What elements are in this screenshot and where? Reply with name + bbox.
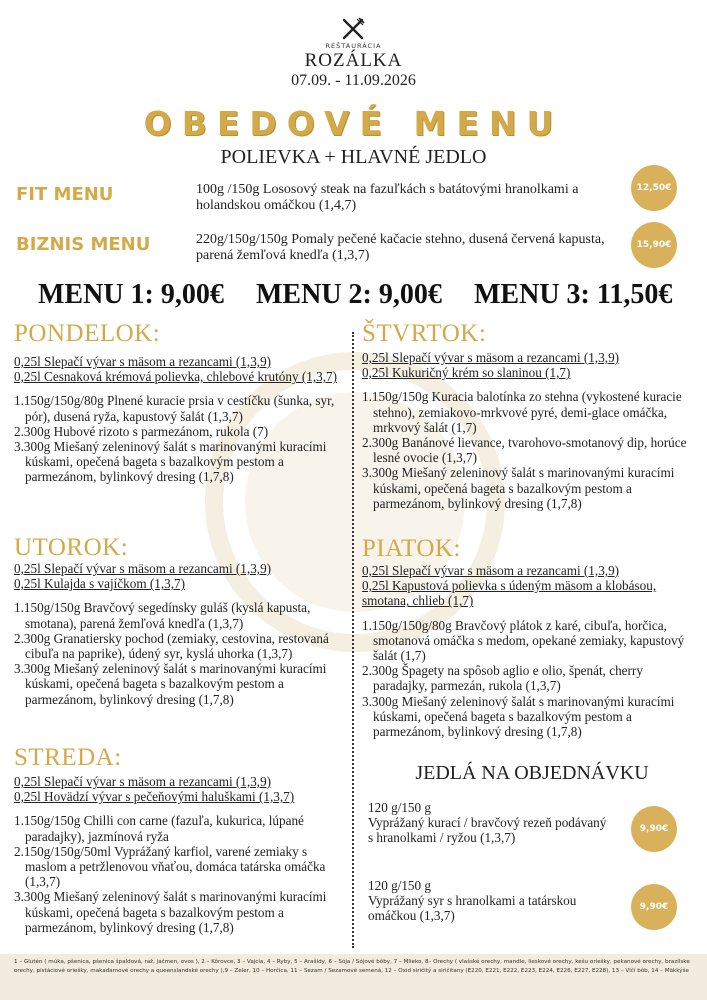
order-item — [368, 800, 608, 846]
column-divider — [352, 332, 354, 948]
day-block-piatok — [362, 563, 698, 739]
main-item: 2.300g Hubové rizoto s parmezánom, rukola (7) — [14, 423, 269, 439]
order-item-text: Vyprážaný kurací / bravčový rezeň podávaný s hranolkami / ryžou (1,3,7) — [368, 815, 607, 846]
restaurant-kicker: REŠTAURÁCIA — [325, 42, 382, 50]
biznis-menu-price-badge: 15,90€ — [631, 222, 677, 268]
main-item: 1.150g/150g Chilli con carne (fazuľa, kukurica, lúpané paradajky), jazmínová ryža — [14, 813, 304, 844]
main-item: 1.150g/150g/80g Plnené kuracie prsia v cestíčku (šunka, syr, pór), dusená ryža, kapustový šalát (1,3,7) — [14, 393, 335, 424]
restaurant-name: ROZÁLKA — [304, 50, 403, 71]
biznis-menu-label: BIZNIS MENU — [16, 234, 151, 255]
order-section-title: JEDLÁ NA OBJEDNÁVKU — [415, 762, 649, 784]
soup-item: 0,25l Slepačí vývar s mäsom a rezancami (1,3,9) — [362, 563, 620, 578]
page-title: OBEDOVÉ MENU — [143, 104, 564, 143]
main-item: 2.300g Špagety na spôsob aglio e olio, špenát, cherry paradajky, parmezán, rukola (1,3,7) — [362, 663, 643, 694]
order-item — [368, 878, 608, 924]
main-item: 2.150g/150g/50ml Vyprážaný karfiol, varené zemiaky s maslom a petržlenovou vňaťou, domáca tatárska omáčka (1,3,7) — [14, 843, 326, 890]
order-item-price-badge: 9,90€ — [631, 884, 677, 930]
main-item: 3.300g Miešaný zeleninový šalát s marinovanými kuracími kúskami, opečená bageta s bazalkovým pestom a parmezánom, bylinkový dresing (1,7,8) — [362, 465, 675, 511]
order-item-weight: 120 g/150 g — [368, 800, 432, 815]
day-heading-stvrtok: ŠTVRTOK: — [362, 320, 487, 347]
day-heading-pondelok: PONDELOK: — [14, 320, 161, 347]
menu-1-price: MENU 1: 9,00€ — [38, 279, 224, 310]
day-block-pondelok — [14, 354, 344, 485]
allergen-footer: 1 – Glutén ( múka, pšenica, pšenica špaldová, raž, jačmen, ovos ), 2 – Kôrovce, 3 – Vajcia, 4 – Ryby, 5 – Arašidy, 6 – Sója / Sójové bôby, 7 – Mlieko, 8– Orechy ( vlašské orechy, mandle, lieskové orechy, kešu oriešky, pekanové orechy, brazílske orechy, pistáciové oriešky, makadamové orechy a queenslandské orechy ),9 – Zeler, 10 – Horčica, 11 – Sezam / Sezamové semená, 12 – Oxid siričitý a siričitany (E220, E221, E222, E223, E224, E226, E227, E228), 13 – Vlčí bôb, 14 – Mäkkýše — [0, 954, 707, 1000]
soup-item: 0,25l Cesnaková krémová polievka, chlebové krutóny (1,3,7) — [14, 369, 338, 385]
order-item-price-badge: 9,90€ — [631, 806, 677, 852]
soup-item: 0,25l Slepačí vývar s mäsom a rezancami (1,3,9) — [14, 774, 272, 789]
menu-2-price: MENU 2: 9,00€ — [256, 279, 442, 310]
menu-3-price: MENU 3: 11,50€ — [474, 279, 673, 310]
soup-item: 0,25l Slepačí vývar s mäsom a rezancami (1,3,9) — [362, 350, 620, 365]
main-item: 1.150g/150g/80g Bravčový plátok z karé, cibuľa, horčica, smotanová omáčka s medom, opekané zemiaky, kapustový šalát (1,7) — [362, 617, 685, 664]
fit-menu-text: 100g /150g Lososový steak na fazuľkách s batátovými hranolkami a holandskou omáčkou (1,4,7) — [196, 182, 579, 213]
fit-menu-price-badge: 12,50€ — [631, 165, 677, 211]
soup-item: 0,25l Hovädzí vývar s pečeňovými haluškami (1,3,7) — [14, 789, 295, 805]
fork-knife-icon — [340, 16, 366, 42]
page-subtitle: POLIEVKA + HLAVNÉ JEDLO — [220, 146, 487, 168]
soup-item: 0,25l Slepačí vývar s mäsom a rezancami (1,3,9) — [14, 561, 272, 576]
soup-item: 0,25l Kukuričný krém so slaninou (1,7) — [362, 365, 571, 381]
soup-item: 0,25l Kulajda s vajíčkom (1,3,7) — [14, 576, 186, 592]
main-item: 3.300g Miešaný zeleninový šalát s marinovanými kuracími kúskami, opečená bageta s bazalkovým pestom a parmezánom, bylinkový dresing (1,7,8) — [14, 661, 327, 707]
biznis-menu-text: 220g/150g/150g Pomaly pečené kačacie stehno, dusená červená kapusta, parená žemľová knedľa (1,3,7) — [196, 232, 605, 263]
day-heading-utorok: UTOROK: — [14, 534, 129, 561]
main-item: 2.300g Banánové lievance, tvarohovo-smotanový dip, horúce lesné ovocie (1,3,7) — [362, 435, 687, 466]
day-heading-piatok: PIATOK: — [362, 535, 461, 562]
day-block-utorok — [14, 561, 344, 707]
menu-dates: 07.09. - 11.09.2026 — [291, 72, 416, 89]
main-item: 1.150g/150g Kuracia balotínka zo stehna (vykostené kuracie stehno), zemiakovo-mrkvové pyré, demi-glace omáčka, mrkvový šalát (1,7) — [362, 389, 682, 435]
fit-menu-label: FIT MENU — [16, 184, 114, 205]
day-block-stvrtok — [362, 350, 698, 511]
main-item: 3.300g Miešaný zeleninový šalát s marinovanými kuracími kúskami, opečená bageta s bazalkovým pestom a parmezánom, bylinkový dresing (1,7,8) — [14, 439, 327, 485]
main-item: 3.300g Miešaný zeleninový šalát s marinovanými kuracími kúskami, opečená bageta s bazalkovým pestom a parmezánom, bylinkový dresing (1,7,8) — [362, 693, 675, 740]
soup-item: 0,25l Kapustová polievka s údeným mäsom a klobásou, smotana, chlieb (1,7) — [362, 578, 657, 609]
main-item: 1.150g/150g Bravčový segedínsky guláš (kyslá kapusta, smotana), parená žemľová knedľa (1,3,7) — [14, 600, 311, 631]
order-item-weight: 120 g/150 g — [368, 878, 432, 893]
soup-item: 0,25l Slepačí vývar s mäsom a rezancami (1,3,9) — [14, 354, 272, 369]
main-item: 2.300g Granatiersky pochod (zemiaky, cestovina, restovaná cibuľa na paprike), údený syr, kyslá uhorka (1,3,7) — [14, 630, 329, 662]
day-heading-streda: STREDA: — [14, 744, 122, 771]
order-item-text: Vyprážaný syr s hranolkami a tatárskou omáčkou (1,3,7) — [368, 893, 577, 924]
day-block-streda — [14, 774, 344, 935]
main-item: 3.300g Miešaný zeleninový šalát s marinovanými kuracími kúskami, opečená bageta s bazalkovým pestom a parmezánom, bylinkový dresing (1,7,8) — [14, 889, 327, 935]
